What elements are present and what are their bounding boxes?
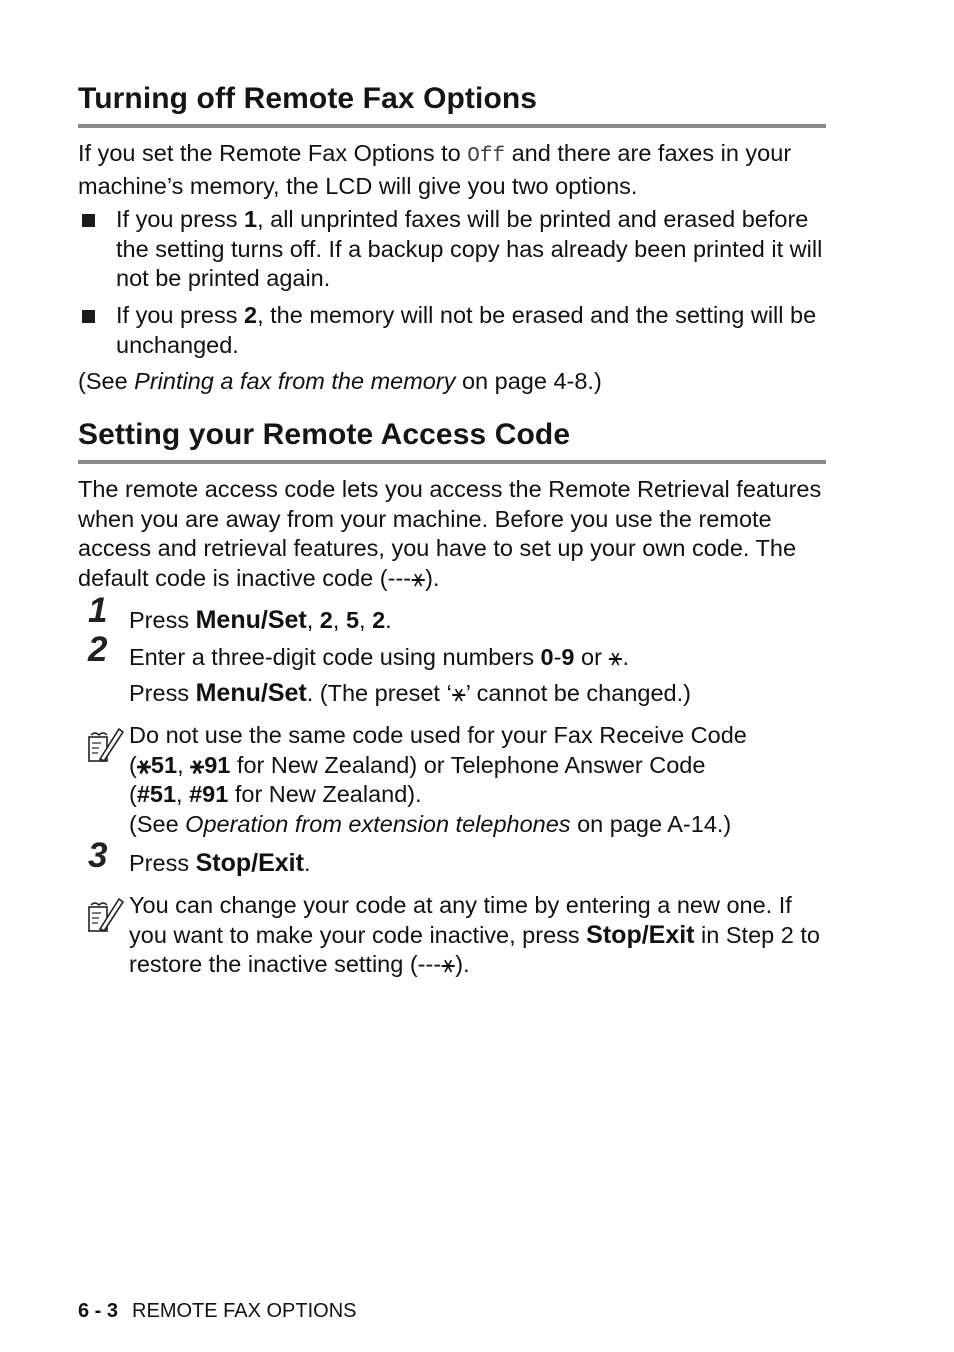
key-2: 2 [244, 302, 258, 328]
note-text-b: in Step 2 to restore the inactive setting (---⚹). [129, 921, 820, 977]
step-text [129, 606, 826, 636]
bullet-text-a: If you press [116, 302, 244, 328]
period: . [303, 850, 311, 876]
paragraph-intro [78, 139, 826, 201]
section-title-turning-off: Turning off Remote Fax Options [78, 82, 538, 115]
period: . [385, 607, 392, 633]
comma: , [177, 751, 191, 778]
stop-exit-key: Stop/Exit [586, 920, 695, 949]
note-line [129, 780, 829, 810]
see-reference-title: Printing a fax from the memory [134, 368, 456, 394]
key-2: 2 [319, 607, 333, 633]
step-number: 1 [88, 591, 108, 630]
bullet-text-b: , all unprinted faxes will be printed and erased before the setting turns off. If a backup copy has already been printed it will not be printed again. [116, 206, 823, 291]
note-pencil-icon [86, 895, 124, 935]
bullet-text-a: If you press [116, 206, 244, 232]
bullet-text [116, 301, 826, 360]
step-text-b: or ⚹. [574, 644, 630, 670]
note-line [129, 751, 829, 781]
bullet-text [116, 205, 826, 294]
menu-set-key: Menu/Set [195, 679, 307, 707]
page-number: 6 - 3 [78, 1300, 119, 1322]
step-text-a: Press [129, 850, 196, 876]
lcd-off-text: Off [467, 145, 506, 168]
note-line: Do not use the same code used for your Fax Receive Code [129, 722, 747, 748]
code-star-51: ⚹51 [136, 751, 178, 778]
square-bullet-icon [82, 310, 95, 323]
see-reference-title: Operation from extension telephones [185, 810, 571, 837]
note-pencil-icon [86, 725, 124, 765]
key-9: 9 [561, 644, 575, 670]
step-number: 3 [88, 836, 108, 875]
page-footer [78, 1300, 357, 1323]
stop-exit-key: Stop/Exit [195, 849, 304, 877]
section-title-remote-access-code: Setting your Remote Access Code [78, 418, 571, 451]
step-text-a: Press [129, 607, 196, 633]
comma: , [176, 781, 190, 807]
separator: , [359, 607, 373, 633]
note-line [129, 810, 829, 840]
separator: , [306, 607, 320, 633]
dash: - [553, 644, 562, 670]
see-text-a: (See [78, 368, 135, 394]
code-hash-91: #91 [189, 781, 229, 807]
step-text [129, 849, 826, 879]
see-reference [78, 367, 826, 397]
step-text [129, 679, 826, 709]
step-text-d: . (The preset ‘⚹’ cannot be changed.) [306, 680, 691, 706]
note-text [129, 721, 829, 839]
key-5: 5 [345, 607, 360, 633]
note-text-a: You can change your code at any time by entering a new one. If you want to make your code inactive, press [129, 892, 792, 948]
bullet-text-b: , the memory will not be erased and the setting will be unchanged. [116, 302, 817, 358]
step-number: 2 [88, 630, 108, 669]
section-rule [78, 460, 826, 464]
paren: ( [129, 781, 137, 807]
key-2: 2 [372, 607, 386, 633]
paren: ( [129, 751, 137, 778]
step-text [129, 643, 826, 673]
step-text-c: Press [129, 680, 196, 706]
separator: , [332, 607, 346, 633]
see-text-a: (See [129, 810, 186, 837]
step-text-a: Enter a three-digit code using numbers [129, 644, 541, 670]
note-text [129, 891, 829, 980]
paragraph-remote-code-intro: The remote access code lets you access the Remote Retrieval features when you are away from your machine. Before you use the remote access and retrieval features, you have to set up your own code. The default code is inactive code (---⚹). [78, 476, 822, 591]
code-star-91: ⚹91 [190, 751, 231, 778]
key-0: 0 [540, 644, 554, 670]
code-hash-51: #51 [136, 781, 177, 807]
note-text-b: for New Zealand) or Telephone Answer Code [230, 751, 706, 778]
see-text-b: on page A-14.) [570, 810, 732, 837]
square-bullet-icon [82, 214, 95, 227]
intro-text-a: If you set the Remote Fax Options to [78, 140, 468, 166]
key-1: 1 [244, 206, 258, 232]
intro-text-b: and there are faxes in your machine’s memory, the LCD will give you two options. [78, 140, 792, 199]
see-text-b: on page 4-8.) [455, 368, 602, 394]
chapter-title: REMOTE FAX OPTIONS [132, 1300, 357, 1322]
note-text-c: for New Zealand). [228, 781, 422, 807]
menu-set-key: Menu/Set [195, 606, 307, 634]
section-rule [78, 124, 826, 128]
